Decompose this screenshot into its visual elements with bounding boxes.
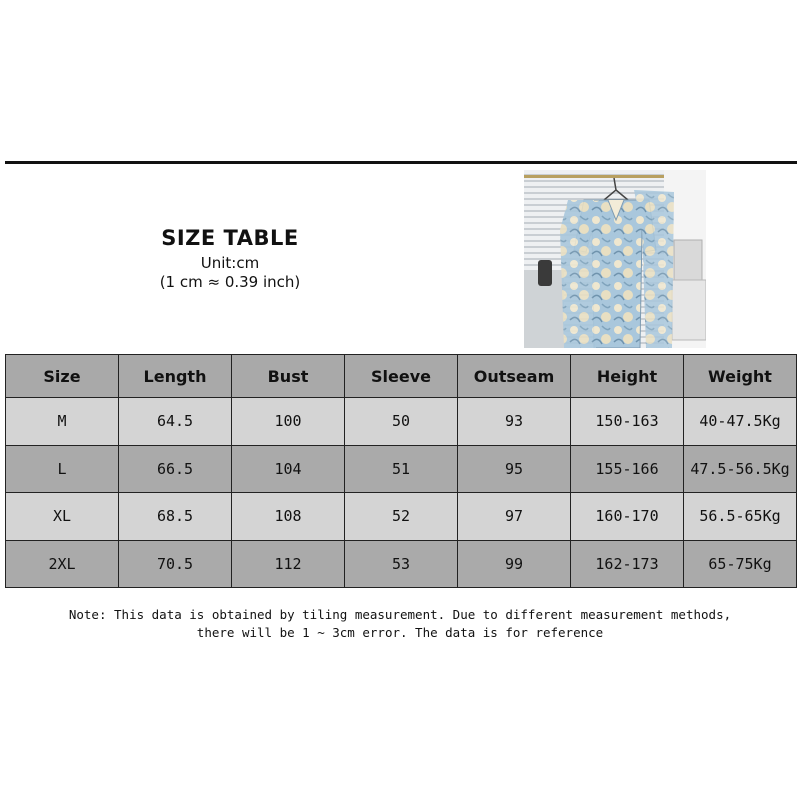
size-table [5, 354, 797, 588]
table-cell: XL [6, 493, 119, 541]
title-block [130, 226, 330, 291]
table-cell: 64.5 [119, 398, 232, 446]
column-header: Size [6, 355, 119, 398]
column-header: Bust [232, 355, 345, 398]
table-cell: 155-166 [571, 445, 684, 493]
table-cell: 2XL [6, 540, 119, 588]
table-cell: 51 [345, 445, 458, 493]
table-row [6, 540, 797, 588]
table-cell: 56.5-65Kg [684, 493, 797, 541]
table-cell: 40-47.5Kg [684, 398, 797, 446]
unit-label: Unit:cm [200, 254, 260, 272]
table-cell: 66.5 [119, 445, 232, 493]
column-header: Weight [684, 355, 797, 398]
top-divider [5, 161, 797, 164]
table-cell: 65-75Kg [684, 540, 797, 588]
column-header: Outseam [458, 355, 571, 398]
table-cell: 52 [345, 493, 458, 541]
table-cell: 97 [458, 493, 571, 541]
table-row [6, 398, 797, 446]
column-header: Sleeve [345, 355, 458, 398]
measurement-note [0, 606, 800, 642]
page-title: SIZE TABLE [161, 226, 299, 250]
table-row [6, 445, 797, 493]
note-line-2: there will be 1 ~ 3cm error. The data is for reference [196, 625, 604, 640]
table-cell: M [6, 398, 119, 446]
table-cell: 95 [458, 445, 571, 493]
table-cell: 104 [232, 445, 345, 493]
table-cell: 162-173 [571, 540, 684, 588]
table-cell: 99 [458, 540, 571, 588]
table-cell: 68.5 [119, 493, 232, 541]
table-cell: 70.5 [119, 540, 232, 588]
table-cell: 160-170 [571, 493, 684, 541]
column-header: Length [119, 355, 232, 398]
table-row [6, 493, 797, 541]
column-header: Height [571, 355, 684, 398]
note-line-1: Note: This data is obtained by tiling measurement. Due to different measurement methods, [68, 607, 732, 622]
table-header-row [6, 355, 797, 398]
conversion-label: (1 cm ≈ 0.39 inch) [159, 273, 301, 291]
table-cell: L [6, 445, 119, 493]
product-photo [524, 170, 706, 348]
table-cell: 108 [232, 493, 345, 541]
table-cell: 93 [458, 398, 571, 446]
table-cell: 50 [345, 398, 458, 446]
table-cell: 150-163 [571, 398, 684, 446]
table-cell: 112 [232, 540, 345, 588]
table-cell: 53 [345, 540, 458, 588]
table-cell: 100 [232, 398, 345, 446]
table-cell: 47.5-56.5Kg [684, 445, 797, 493]
